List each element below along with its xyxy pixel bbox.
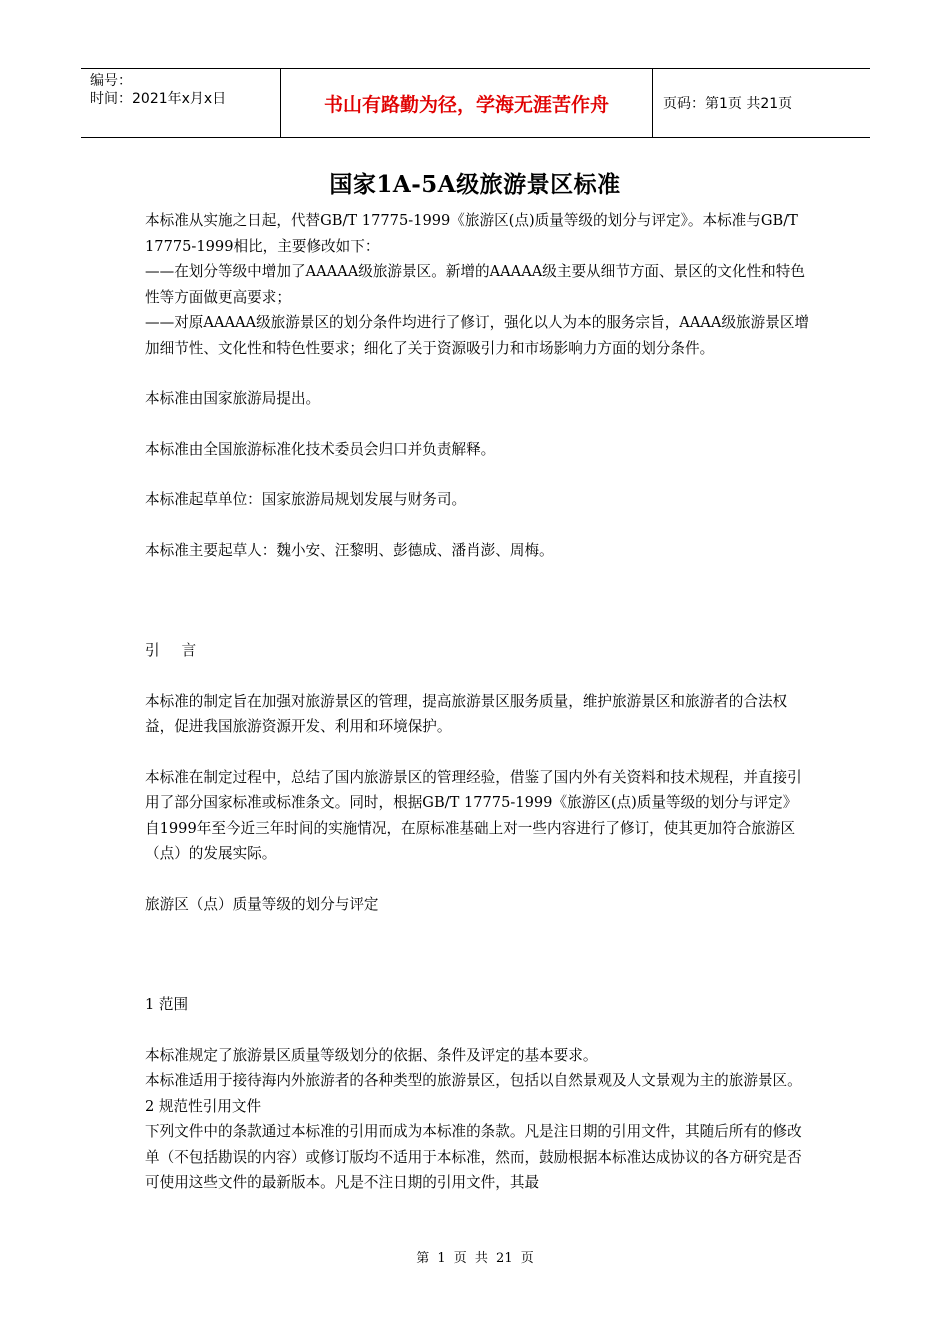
page-footer: 第 1 页 共 21 页 (416, 1251, 534, 1266)
header-motto: 书山有路勤为径，学海无涯苦作舟 (281, 69, 653, 137)
paragraph: 本标准主要起草人：魏小安、汪黎明、彭德成、潘肖澎、周梅。 (145, 541, 554, 559)
section-heading-scope: 1 范围 (145, 996, 189, 1013)
header-page-info: 页码：第1页 共21页 (663, 96, 793, 112)
document-header (81, 68, 870, 138)
paragraph: 旅游区（点）质量等级的划分与评定 (145, 895, 379, 913)
section-heading-intro: 引 言 (145, 642, 200, 659)
paragraph: 本标准从实施之日起，代替GB/T 17775-1999《旅游区(点)质量等级的划分与评定》。本标准与GB/T 17775-1999相比，主要修改如下： (145, 212, 798, 255)
code-label: 编号： (90, 73, 132, 89)
paragraph: 本标准由全国旅游标准化技术委员会归口并负责解释。 (145, 440, 496, 458)
document-title: 国家1A-5A级旅游景区标准 (329, 171, 621, 198)
paragraph: 本标准由国家旅游局提出。 (145, 390, 321, 407)
paragraph: 本标准起草单位：国家旅游局规划发展与财务司。 (145, 491, 467, 508)
date-label: 时间：2021年x月x日 (90, 91, 227, 107)
paragraph: 本标准规定了旅游景区质量等级划分的依据、条件及评定的基本要求。 (145, 1046, 598, 1064)
paragraph: 本标准适用于接待海内外旅游者的各种类型的旅游景区，包括以自然景观及人文景观为主的旅游景区。 (145, 1072, 802, 1089)
paragraph: 下列文件中的条款通过本标准的引用而成为本标准的条款。凡是注日期的引用文件，其随后所有的修改单（不包括勘误的内容）或修订版均不适用于本标准，然而，鼓励根据本标准达成协议的各方研究是否可使用这些文件的最新版本。凡是不注日期的引用文件，其最 (145, 1123, 802, 1191)
section-heading-references: 2 规范性引用文件 (145, 1097, 262, 1115)
paragraph: 本标准在制定过程中，总结了国内旅游景区的管理经验，借鉴了国内外有关资料和技术规程，并直接引用了部分国家标准或标准条文。同时，根据GB/T 17775-1999《旅游区(点)质量等级的划分与评定》自1999年至今近三年时间的实施情况，在原标准基础上对一些内容进行了修订，使其更加符合旅游区（点）的发展实际。 (145, 768, 802, 862)
header-meta (81, 69, 281, 137)
document-body (145, 208, 810, 1196)
paragraph: 本标准的制定旨在加强对旅游景区的管理，提高旅游景区服务质量，维护旅游景区和旅游者的合法权益，促进我国旅游资源开发、利用和环境保护。 (145, 692, 788, 735)
paragraph: ——对原AAAAA级旅游景区的划分条件均进行了修订，强化以人为本的服务宗旨，AAAA级旅游景区增加细节性、文化性和特色性要求；细化了关于资源吸引力和市场影响力方面的划分条件。 (145, 314, 810, 357)
paragraph: ——在划分等级中增加了AAAAA级旅游景区。新增的AAAAA级主要从细节方面、景区的文化性和特色性等方面做更高要求； (145, 263, 805, 306)
